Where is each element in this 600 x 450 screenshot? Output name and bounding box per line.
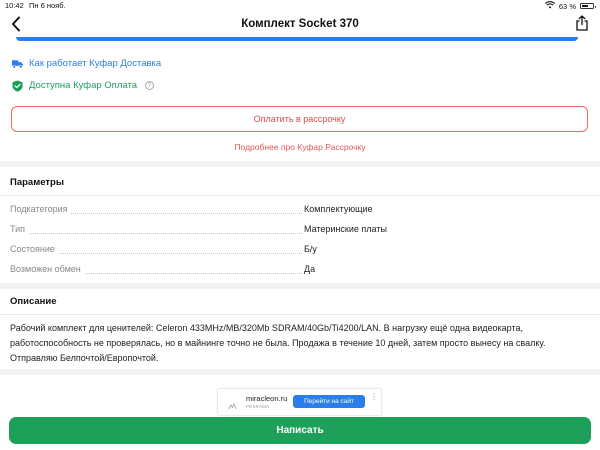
- nav-bar: [0, 11, 600, 37]
- param-value: Комплектующие: [304, 204, 373, 214]
- param-value: Материнские платы: [304, 224, 387, 234]
- payment-info: [12, 80, 154, 91]
- status-date: Пн 6 нояб.: [29, 1, 66, 10]
- ad-banner[interactable]: [218, 389, 381, 415]
- ad-go-button[interactable]: Перейти на сайт: [293, 395, 365, 408]
- param-row-subcategory: [10, 204, 590, 218]
- battery-percent: 63 %: [558, 1, 576, 11]
- param-row-condition: [10, 244, 590, 258]
- section-divider: [0, 369, 600, 375]
- parameters-title: Параметры: [10, 177, 64, 188]
- param-row-exchange: [10, 264, 590, 278]
- delivery-info-link[interactable]: [12, 58, 161, 69]
- truck-icon: [12, 58, 23, 69]
- description-text: Рабочий комплект для ценителей: Celeron 433MHz/MB/320Mb SDRAM/40Gb/Ti4200/LAN. В нагрузку ещё одна видеокарта, работоспособность не проверялась, но в майнинге точно не была. Продажа в течение 10 дней, затем просто вынесу на свалку. Отправляю Белпочтой/Европочтой.: [10, 323, 546, 363]
- dotted-leader: [10, 233, 302, 234]
- page-title: Комплект Socket 370: [241, 18, 359, 30]
- battery-fill: [582, 5, 588, 7]
- ad-label: РЕКЛАМА: [246, 404, 270, 409]
- section-divider: [0, 161, 600, 167]
- installment-button[interactable]: Оплатить в рассрочку: [11, 106, 588, 132]
- more-vertical-icon[interactable]: ⋮: [370, 392, 378, 401]
- battery-icon: [580, 3, 594, 9]
- param-label: Возможен обмен: [10, 264, 84, 274]
- param-value: Да: [304, 264, 316, 274]
- status-time: 10:42: [5, 1, 24, 10]
- payment-label: Доступна Куфар Оплата: [29, 80, 137, 91]
- ad-logo-icon: [228, 398, 237, 407]
- section-divider: [0, 314, 600, 315]
- description-title: Описание: [10, 296, 57, 307]
- status-bar: [0, 0, 600, 11]
- installment-details-link[interactable]: Подробнее про Куфар Рассрочку: [234, 142, 366, 152]
- param-label: Состояние: [10, 244, 58, 254]
- share-icon[interactable]: [576, 15, 590, 33]
- delivery-label: Как работает Куфар Доставка: [29, 58, 162, 69]
- param-label: Тип: [10, 224, 28, 234]
- help-icon[interactable]: ?: [145, 81, 154, 90]
- param-label: Подкатегория: [10, 204, 71, 214]
- section-divider: [0, 283, 600, 289]
- shield-check-icon: [12, 80, 23, 91]
- ad-domain: miracleon.ru: [246, 394, 288, 403]
- status-right: [545, 1, 594, 11]
- write-message-button[interactable]: Написать: [9, 417, 591, 444]
- wifi-icon: [545, 1, 555, 11]
- section-divider: [0, 195, 600, 196]
- param-value: Б/у: [304, 244, 317, 254]
- param-row-type: [10, 224, 590, 238]
- blue-strip: [16, 37, 578, 41]
